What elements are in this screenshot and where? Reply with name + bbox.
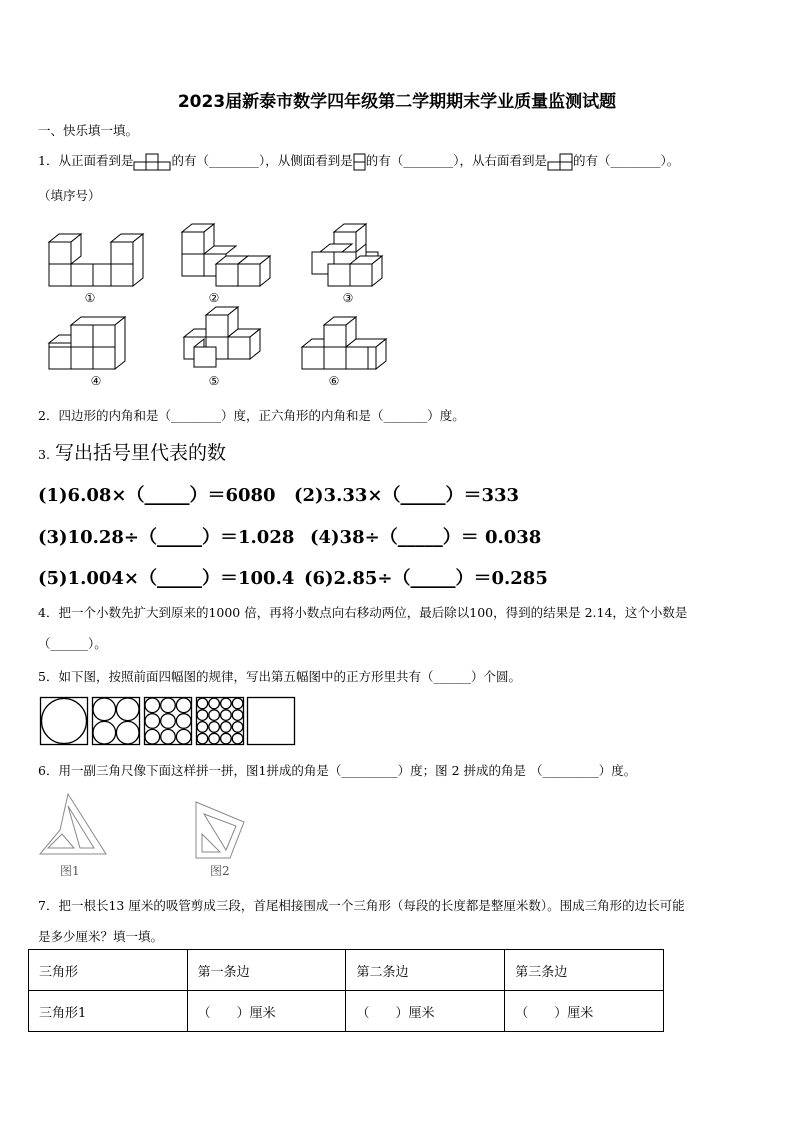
- question-4-line-2: （______）。: [38, 636, 107, 651]
- cube-figure-4: [45, 315, 137, 373]
- triangle-sides-table: [28, 949, 664, 1032]
- figure-label-5: ⑤: [208, 374, 220, 388]
- question-3-item-2: (2)3.33×（_____）＝333: [294, 485, 520, 506]
- figure-label-4: ④: [90, 374, 102, 388]
- answer-note: （填序号）: [38, 188, 101, 203]
- table-header-cell: 第三条边: [505, 950, 664, 991]
- figure-label-2: ②: [208, 291, 220, 305]
- question-3-item-1: (1)6.08×（_____）＝6080: [38, 485, 276, 506]
- cube-figure-3: [310, 222, 402, 290]
- question-3-item-4: (4)38÷（_____）＝ 0.038: [310, 527, 542, 548]
- table-cell: （ ）厘米: [187, 991, 346, 1032]
- figure-label-3: ③: [342, 291, 354, 305]
- cube-figure-2: [178, 222, 270, 290]
- figure-label-6: ⑥: [328, 374, 340, 388]
- figure-2-caption: 图2: [210, 864, 230, 878]
- question-6: 6．用一副三角尺像下面这样拼一拼，图1拼成的角是（_________）度；图 2 拼成的角是 （_________）度。: [38, 763, 637, 778]
- table-cell: （ ）厘米: [505, 991, 664, 1032]
- right-view-icon: [547, 153, 573, 171]
- table-cell: 三角形1: [29, 991, 188, 1032]
- cube-figure-6: [298, 315, 390, 373]
- side-view-icon: [353, 153, 366, 171]
- front-view-icon: [133, 153, 171, 171]
- triangle-ruler-figure-2: [194, 800, 250, 860]
- question-7-line-1: 7．把一根长13 厘米的吸管剪成三段，首尾相接围成一个三角形（每段的长度都是整厘米数）。围成三角形的边长可能: [38, 898, 685, 913]
- triangle-ruler-figure-1: [38, 792, 110, 858]
- question-3-item-3: (3)10.28÷（_____）＝1.028: [38, 527, 295, 548]
- question-5: 5．如下图，按照前面四幅图的规律，写出第五幅图中的正方形里共有（______）个圆。: [38, 669, 521, 684]
- table-cell: （ ）厘米: [346, 991, 505, 1032]
- question-1: 1．从正面看到是 的有（________），从侧面看到是 的有（________），从右面看到是 的有（________）。: [38, 151, 679, 171]
- figure-label-1: ①: [84, 291, 96, 305]
- question-2: 2．四边形的内角和是（________）度，正六角形的内角和是（_______）度。: [38, 408, 465, 423]
- page-title: 2023届新泰市数学四年级第二学期期末学业质量监测试题: [177, 92, 617, 112]
- cube-figure-1: [45, 232, 137, 290]
- question-3-item-6: (6)2.85÷（_____）＝0.285: [304, 568, 548, 589]
- table-header-cell: 第二条边: [346, 950, 505, 991]
- figure-1-caption: 图1: [60, 864, 80, 878]
- table-header-cell: 三角形: [29, 950, 188, 991]
- cube-figure-5: [180, 305, 272, 373]
- table-header-row: [29, 950, 664, 991]
- circle-pattern-figure: [40, 697, 296, 745]
- table-row: [29, 991, 664, 1032]
- table-header-cell: 第一条边: [187, 950, 346, 991]
- question-7-line-2: 是多少厘米？填一填。: [38, 929, 164, 944]
- question-4-line-1: 4．把一个小数先扩大到原来的1000 倍，再将小数点向右移动两位，最后除以100，得到的结果是 2.14，这个小数是: [38, 605, 688, 620]
- question-3-item-5: (5)1.004×（_____）＝100.4: [38, 568, 295, 589]
- question-3-heading: 3. 写出括号里代表的数: [38, 442, 227, 464]
- section-heading: 一、快乐填一填。: [38, 123, 139, 138]
